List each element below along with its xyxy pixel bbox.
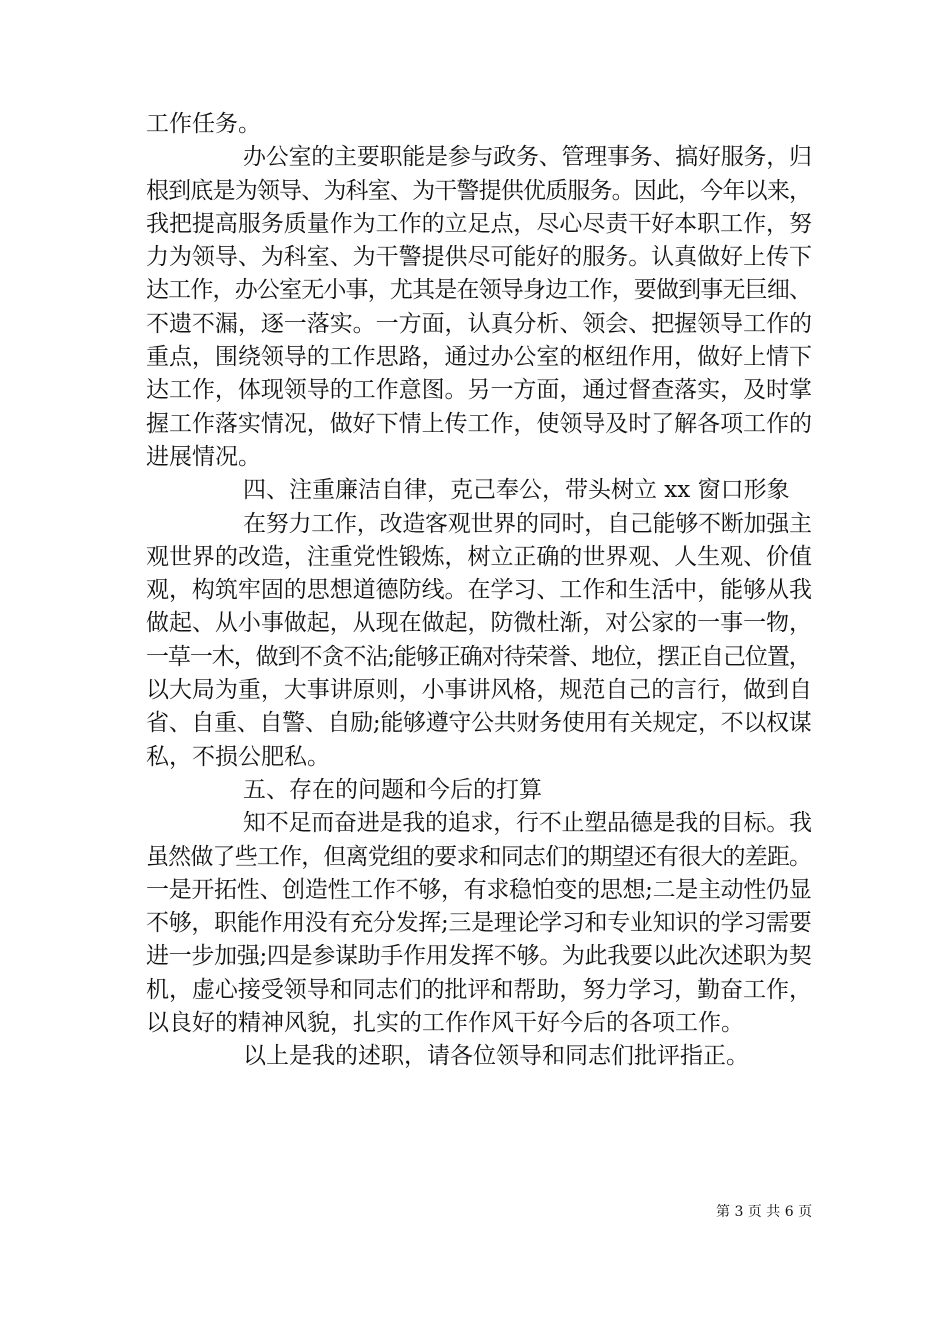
text-line: 握工作落实情况，做好下情上传工作，使领导及时了解各项工作的 [146,410,812,437]
text-line: 知不足而奋进是我的追求，行不止塑品德是我的目标。我 [243,810,812,837]
text-line: 一草一木，做到不贪不沾;能够正确对待荣誉、地位，摆正自己位置， [146,643,811,670]
text-line: 达工作，办公室无小事，尤其是在领导身边工作，要做到事无巨细、 [146,277,812,304]
text-line: 私，不损公肥私。 [146,743,330,770]
text-line: 做起、从小事做起，从现在做起，防微杜渐，对公家的一事一物， [146,610,812,637]
text-line: 不够，职能作用没有充分发挥;三是理论学习和专业知识的学习需要 [146,910,812,937]
text-line: 五、存在的问题和今后的打算 [243,776,542,803]
text-line: 机，虚心接受领导和同志们的批评和帮助，努力学习，勤奋工作， [146,976,812,1003]
text-line: 重点，围绕领导的工作思路，通过办公室的枢纽作用，做好上情下 [146,344,812,371]
text-line: 力为领导、为科室、为干警提供尽可能好的服务。认真做好上传下 [146,244,812,271]
text-line: 进展情况。 [146,443,261,470]
text-line: 观世界的改造，注重党性锻炼，树立正确的世界观、人生观、价值 [146,543,812,570]
text-line: 我把提高服务质量作为工作的立足点，尽心尽责干好本职工作，努 [146,210,812,237]
text-line: 省、自重、自警、自励;能够遵守公共财务使用有关规定，不以权谋 [146,710,812,737]
text-line: 四、注重廉洁自律，克己奉公，带头树立 xx 窗口形象 [243,477,790,504]
page-number-footer: 第 3 页 共 6 页 [716,1204,813,1220]
document-body [146,108,812,1074]
text-line: 工作任务。 [146,111,261,137]
text-line: 办公室的主要职能是参与政务、管理事务、搞好服务，归 [243,144,812,171]
text-line: 一是开拓性、创造性工作不够，有求稳怕变的思想;二是主动性仍显 [146,876,812,903]
text-line: 在努力工作，改造客观世界的同时，自己能够不断加强主 [243,510,812,537]
text-line: 以良好的精神风貌，扎实的工作作风干好今后的各项工作。 [146,1010,744,1037]
text-line: 进一步加强;四是参谋助手作用发挥不够。为此我要以此次述职为契 [146,943,812,970]
text-line: 以大局为重，大事讲原则，小事讲风格，规范自己的言行，做到自 [146,677,812,704]
text-line: 不遗不漏，逐一落实。一方面，认真分析、领会、把握领导工作的 [146,310,812,337]
text-line: 达工作，体现领导的工作意图。另一方面，通过督查落实，及时掌 [146,377,812,404]
text-line: 观，构筑牢固的思想道德防线。在学习、工作和生活中，能够从我 [146,577,812,604]
text-line: 虽然做了些工作，但离党组的要求和同志们的期望还有很大的差距。 [146,843,812,870]
text-line: 根到底是为领导、为科室、为干警提供优质服务。因此，今年以来， [146,177,812,204]
text-line: 以上是我的述职，请各位领导和同志们批评指正。 [243,1043,749,1070]
